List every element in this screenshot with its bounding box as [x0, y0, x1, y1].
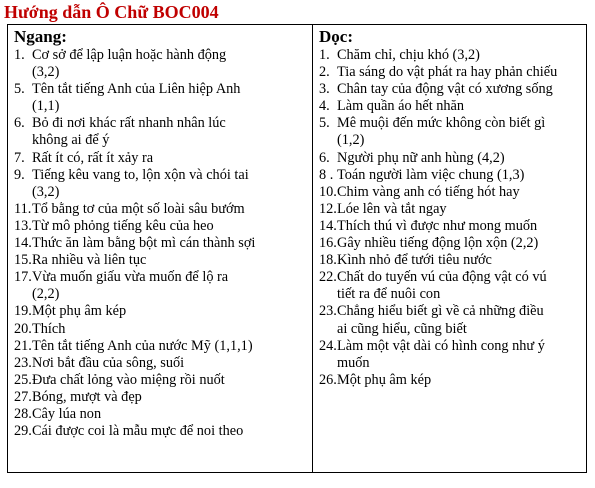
- down-clue-text: Một phụ âm kép: [337, 371, 432, 388]
- down-clue: [319, 201, 580, 218]
- across-clue-number: 11.: [14, 200, 32, 217]
- across-clue-number: 5.: [14, 81, 25, 98]
- across-clue: [14, 150, 306, 167]
- page-title: Hướng dẫn Ô Chữ BOC004: [4, 2, 219, 22]
- across-clue: [14, 338, 306, 355]
- down-clue-number: 8 .: [319, 166, 334, 183]
- across-clue-number: 29.: [14, 423, 32, 440]
- down-clue-text: Chân tay của động vật có xương sống: [337, 81, 553, 98]
- across-clue: [14, 372, 306, 389]
- across-clue-text: Nơi bắt đầu của sông, suối: [32, 354, 185, 371]
- across-clue-text: (3,2): [32, 64, 60, 81]
- across-clue: [14, 303, 306, 320]
- across-clue: [14, 389, 306, 406]
- down-clue: [319, 338, 580, 372]
- across-clue-text: Tiếng kêu vang to, lộn xộn và chói tai: [32, 166, 249, 183]
- down-clue-text: Chim vàng anh có tiếng hót hay: [337, 183, 520, 200]
- across-clue-text: Thích: [32, 320, 66, 337]
- across-clue-text: Từ mô phỏng tiếng kêu của heo: [32, 217, 214, 234]
- across-clue-number: 28.: [14, 405, 32, 422]
- down-clue: [319, 269, 580, 303]
- across-clue-text: (3,2): [32, 183, 60, 200]
- across-clue-text: Cơ sở để lập luận hoặc hành động: [32, 47, 227, 63]
- across-clue-number: 6.: [14, 115, 25, 132]
- across-clue-number: 15.: [14, 252, 32, 269]
- down-clue-list: [319, 47, 580, 389]
- down-clue-number: 23.: [319, 303, 337, 320]
- across-clue: [14, 47, 306, 81]
- across-clue-number: 7.: [14, 149, 25, 166]
- down-clue-number: 4.: [319, 98, 330, 115]
- across-clue-text: Cây lúa non: [32, 405, 102, 422]
- across-clue-text: Bỏ đi nơi khác rất nhanh nhân lúc: [32, 115, 226, 132]
- across-clue-number: 27.: [14, 388, 32, 405]
- down-clue-number: 14.: [319, 217, 337, 234]
- down-clue-text: Làm một vật dài có hình cong như ý: [337, 337, 545, 354]
- across-clue: [14, 423, 306, 440]
- down-heading: Dọc:: [319, 27, 353, 46]
- down-clue-text: Tia sáng do vật phát ra hay phản chiếu: [337, 64, 558, 81]
- across-clue: [14, 115, 306, 149]
- across-clue-number: 9.: [14, 166, 25, 183]
- across-clue: [14, 201, 306, 218]
- across-clue-text: (1,1): [32, 98, 60, 115]
- across-clue-text: không ai để ý: [32, 132, 110, 149]
- down-clue-text: Chất do tuyến vú của động vật có vú: [337, 269, 547, 286]
- across-clue-number: 14.: [14, 235, 32, 252]
- down-clue: [319, 218, 580, 235]
- across-clue-text: Bóng, mượt và đẹp: [32, 388, 142, 405]
- across-clue: [14, 81, 306, 115]
- across-clue-text: Vừa muốn giấu vừa muốn để lộ ra: [32, 269, 229, 286]
- across-clue: [14, 355, 306, 372]
- across-clue-number: 19.: [14, 303, 32, 320]
- across-clue: [14, 167, 306, 201]
- down-clue-number: 18.: [319, 252, 337, 269]
- clue-table: [7, 24, 587, 473]
- down-clue-number: 5.: [319, 115, 330, 132]
- across-clue-list: [14, 47, 306, 440]
- across-clue: [14, 406, 306, 423]
- across-clue: [14, 252, 306, 269]
- down-clue: [319, 235, 580, 252]
- down-clue-number: 2.: [319, 64, 330, 81]
- down-clue-number: 26.: [319, 371, 337, 388]
- down-clue-text: ai cũng hiểu, cũng biết: [337, 320, 467, 337]
- down-clue-number: 12.: [319, 200, 337, 217]
- down-clue: [319, 115, 580, 149]
- across-clue: [14, 218, 306, 235]
- down-clue-text: Gây nhiều tiếng động lộn xộn (2,2): [337, 235, 539, 252]
- down-clue-number: 22.: [319, 269, 337, 286]
- down-clue-text: Thích thú vì được như mong muốn: [337, 217, 538, 234]
- down-clue: [319, 252, 580, 269]
- down-clue-text: Toán người làm việc chung (1,3): [337, 166, 525, 183]
- down-clue-number: 1.: [319, 47, 330, 63]
- across-clue-text: Một phụ âm kép: [32, 303, 127, 320]
- down-clue-text: tiết ra để nuôi con: [337, 286, 441, 303]
- across-clue-number: 20.: [14, 320, 32, 337]
- across-clue-number: 25.: [14, 371, 32, 388]
- across-clue-text: Rất ít có, rất ít xảy ra: [32, 149, 154, 166]
- across-clue-text: Ra nhiều và liên tục: [32, 252, 147, 269]
- down-clue: [319, 64, 580, 81]
- across-clue-number: 21.: [14, 337, 32, 354]
- down-clue: [319, 167, 580, 184]
- down-clue: [319, 47, 580, 64]
- down-clue: [319, 184, 580, 201]
- across-clue-text: Tên tắt tiếng Anh của nước Mỹ (1,1,1): [32, 337, 253, 354]
- down-clue-number: 24.: [319, 337, 337, 354]
- across-clue-text: Tên tắt tiếng Anh của Liên hiệp Anh: [32, 81, 241, 98]
- down-clue-number: 16.: [319, 235, 337, 252]
- down-column: [313, 25, 587, 473]
- across-clue-number: 1.: [14, 47, 25, 63]
- down-clue-text: (1,2): [337, 132, 365, 149]
- across-clue-number: 17.: [14, 269, 32, 286]
- down-clue-text: Làm quần áo hết nhăn: [337, 98, 465, 115]
- across-clue-number: 23.: [14, 354, 32, 371]
- down-clue-number: 6.: [319, 149, 330, 166]
- down-clue-text: Chẳng hiểu biết gì về cả những điều: [337, 303, 544, 320]
- down-clue-text: Kình nhỏ để tưới tiêu nước: [337, 252, 492, 269]
- down-clue-text: Lóe lên và tắt ngay: [337, 200, 447, 217]
- across-clue-text: Tổ bằng tơ của một số loài sâu bướm: [32, 200, 245, 217]
- down-clue-number: 3.: [319, 81, 330, 98]
- across-clue: [14, 269, 306, 303]
- down-clue-text: Chăm chỉ, chịu khó (3,2): [337, 47, 480, 63]
- down-clue-number: 10.: [319, 183, 337, 200]
- down-clue-text: Mê muội đến mức không còn biết gì: [337, 115, 546, 132]
- across-heading: Ngang:: [14, 27, 67, 46]
- across-clue-text: Cái được coi là mẫu mực để noi theo: [32, 423, 244, 440]
- down-clue: [319, 372, 580, 389]
- across-clue-text: Đưa chất lỏng vào miệng rồi nuốt: [32, 371, 225, 388]
- across-clue: [14, 321, 306, 338]
- across-column: [8, 25, 313, 473]
- across-clue-text: (2,2): [32, 286, 60, 303]
- down-clue-text: muốn: [337, 354, 370, 371]
- down-clue: [319, 98, 580, 115]
- across-clue-text: Thức ăn làm bằng bột mì cán thành sợi: [32, 235, 256, 252]
- down-clue-text: Người phụ nữ anh hùng (4,2): [337, 149, 505, 166]
- down-clue: [319, 150, 580, 167]
- across-clue-number: 13.: [14, 217, 32, 234]
- across-clue: [14, 235, 306, 252]
- down-clue: [319, 81, 580, 98]
- down-clue: [319, 303, 580, 337]
